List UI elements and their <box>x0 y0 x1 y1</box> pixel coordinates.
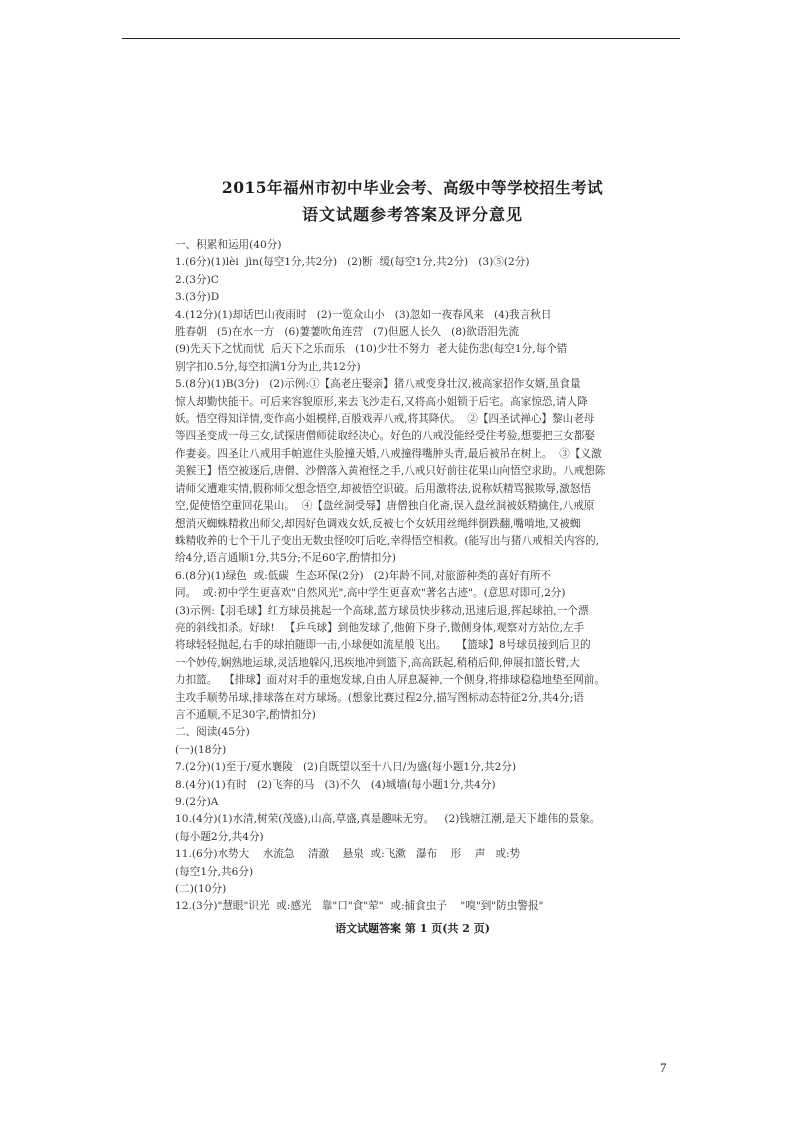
answer-line: 亮的斜线扣杀。好球! 【乒乓球】到他发球了,他俯下身子,微侧身体,观察对方站位,左手 <box>175 621 585 634</box>
answer-line: (每小题2分,共4分) <box>175 830 264 843</box>
answer-line: 言不通顺,不足30字,酌情扣分) <box>175 708 316 721</box>
top-rule <box>122 38 680 39</box>
answer-line: 将球轻轻抛起,右手的球拍随即一击,小球便如流星般飞出。 【篮球】8号球员接到后卫的 <box>175 639 591 652</box>
answer-line: 胜春朝 (5)在水一方 (6)萋萋吹角连营 (7)但愿人长久 (8)欲语泪先流 <box>175 326 520 339</box>
answer-line: 5.(8分)(1)B(3分) (2)示例:①【高老庄娶亲】猪八戒变身壮汉,被高家招作女婿,虽食量 <box>175 378 581 391</box>
answer-line: 主攻手顺势吊球,排球落在对方球场。(想象比赛过程2分,描写图标动态特征2分,共4分;语 <box>175 691 584 704</box>
page-footer: 语文试题答案 第 1 页(共 2 页) <box>335 921 490 935</box>
exam-title: 2015年福州市初中毕业会考、高级中等学校招生考试 <box>221 178 604 197</box>
answer-line: 作妻妾。四圣让八戒用手帕遮住头脸撞天婚,八戒撞得嘴肿头青,最后被吊在树上。 ③【义激 <box>175 447 602 460</box>
answer-line: 别字扣0.5分,每空扣满1分为止,共12分) <box>175 360 361 373</box>
answer-line: 8.(4分)(1)有时 (2)飞奔的马 (3)不久 (4)城墙(每小题1分,共4分) <box>175 778 496 791</box>
answer-line: 想消灭蜘蛛精救出师父,却因好色调戏女妖,反被七个女妖用丝绳绊倒跌翻,嘴啃地,又被蜘 <box>175 517 581 530</box>
answer-line: 一、积累和运用(40分) <box>175 239 282 251</box>
answer-line: 4.(12分)(1)却话巴山夜雨时 (2)一览众山小 (3)忽如一夜春风来 (4)我言秋日 <box>175 308 552 321</box>
answer-line: (每空1分,共6分) <box>175 865 254 878</box>
answer-line: 11.(6分)水势大 水流急 清澈 悬泉 或:飞漱 瀑布 形 声 或:势 <box>175 848 521 861</box>
answer-line: 请师父遭难实情,假称师父想念悟空,却被悟空识破。后用激将法,说称妖精骂猴欺辱,激怒悟 <box>175 482 592 495</box>
answer-key-title: 语文试题参考答案及评分意见 <box>301 205 523 224</box>
answer-line: 2.(3分)C <box>175 273 219 286</box>
answer-line: 1.(6分)(1)lèi jìn(每空1分,共2分) (2)断 缓(每空1分,共2分) (3)⑤(2分) <box>175 256 530 269</box>
answer-line: 9.(2分)A <box>175 796 219 808</box>
answer-line: 同。 或:初中学生更喜欢"自然风光",高中学生更喜欢"著名古迹"。(意思对即可,2分) <box>175 587 566 600</box>
answer-line: 惊人却勤快能干。可后来容貌原形,来去飞沙走石,又将高小姐锁于后宅。高家惊恐,请人降 <box>175 395 588 408</box>
answer-line: 妖。悟空得知详情,变作高小姐模样,百般戏弄八戒,将其降伏。 ②【四圣试禅心】黎山老母 <box>175 413 595 426</box>
answer-line: (3)示例:【羽毛球】红方球员挑起一个高球,蓝方球员快步移动,迅速后退,挥起球拍,一个漂 <box>175 604 589 617</box>
answer-line: 12.(3分)"慧眼"识光 或:感光 靠"口"食"荤" 或:捕食虫子 "嗅"到"防虫警报" <box>175 900 544 913</box>
answer-line: (9)先天下之忧而忧 后天下之乐而乐 (10)少壮不努力 老大徒伤悲(每空1分,每个错 <box>175 343 568 356</box>
answer-body <box>175 237 650 916</box>
answer-line: 一个妙传,娴熟地运球,灵活地躲闪,迅疾地冲到篮下,高高跃起,稍稍后仰,伸展扣篮长臂,大 <box>175 656 580 669</box>
answer-line: 给4分,语言通顺1分,共5分;不足60字,酌情扣分) <box>175 552 397 565</box>
answer-line: (一)(18分) <box>175 743 227 756</box>
answer-line: 二、阅读(45分) <box>175 726 250 739</box>
answer-line: 空,促使悟空重回花果山。 ④【盘丝洞受辱】唐僧独自化斋,误入盘丝洞被妖精擒住,八戒原 <box>175 500 595 513</box>
answer-line: 美猴王】悟空被逐后,唐僧、沙僧落入黄袍怪之手,八戒只好前往花果山向悟空求助。八戒想陈 <box>175 465 606 478</box>
page-number: 7 <box>660 1060 667 1075</box>
answer-line: 力扣篮。 【排球】面对对手的重炮发球,自由人屏息凝神,一个侧身,将排球稳稳地垫至网前。 <box>175 674 605 687</box>
answer-line: 3.(3分)D <box>175 291 220 304</box>
answer-line: 10.(4分)(1)水清,树荣(茂盛),山高,草盛,真是趣味无穷。 (2)钱塘江潮,是天下雄伟的景象。 <box>175 813 601 826</box>
answer-line: 6.(8分)(1)绿色 或:低碳 生态环保(2分) (2)年龄不同,对旅游种类的喜好有所不 <box>175 569 552 582</box>
scanned-answer-sheet <box>175 176 650 936</box>
answer-line: 蛛精收养的七个干儿子变出无数虫怪咬叮后吃,幸得悟空相救。(能写出与猪八戒相关内容的, <box>175 534 600 547</box>
answer-line: 等四圣变成一母三女,试探唐僧师徒取经决心。好色的八戒没能经受住考验,想要把三女都娶 <box>175 430 595 443</box>
answer-line: (二)(10分) <box>175 883 227 896</box>
answer-line: 7.(2分)(1)至于/夏水襄陵 (2)自既望以至十八日/为盛(每小题1分,共2分) <box>175 761 517 774</box>
